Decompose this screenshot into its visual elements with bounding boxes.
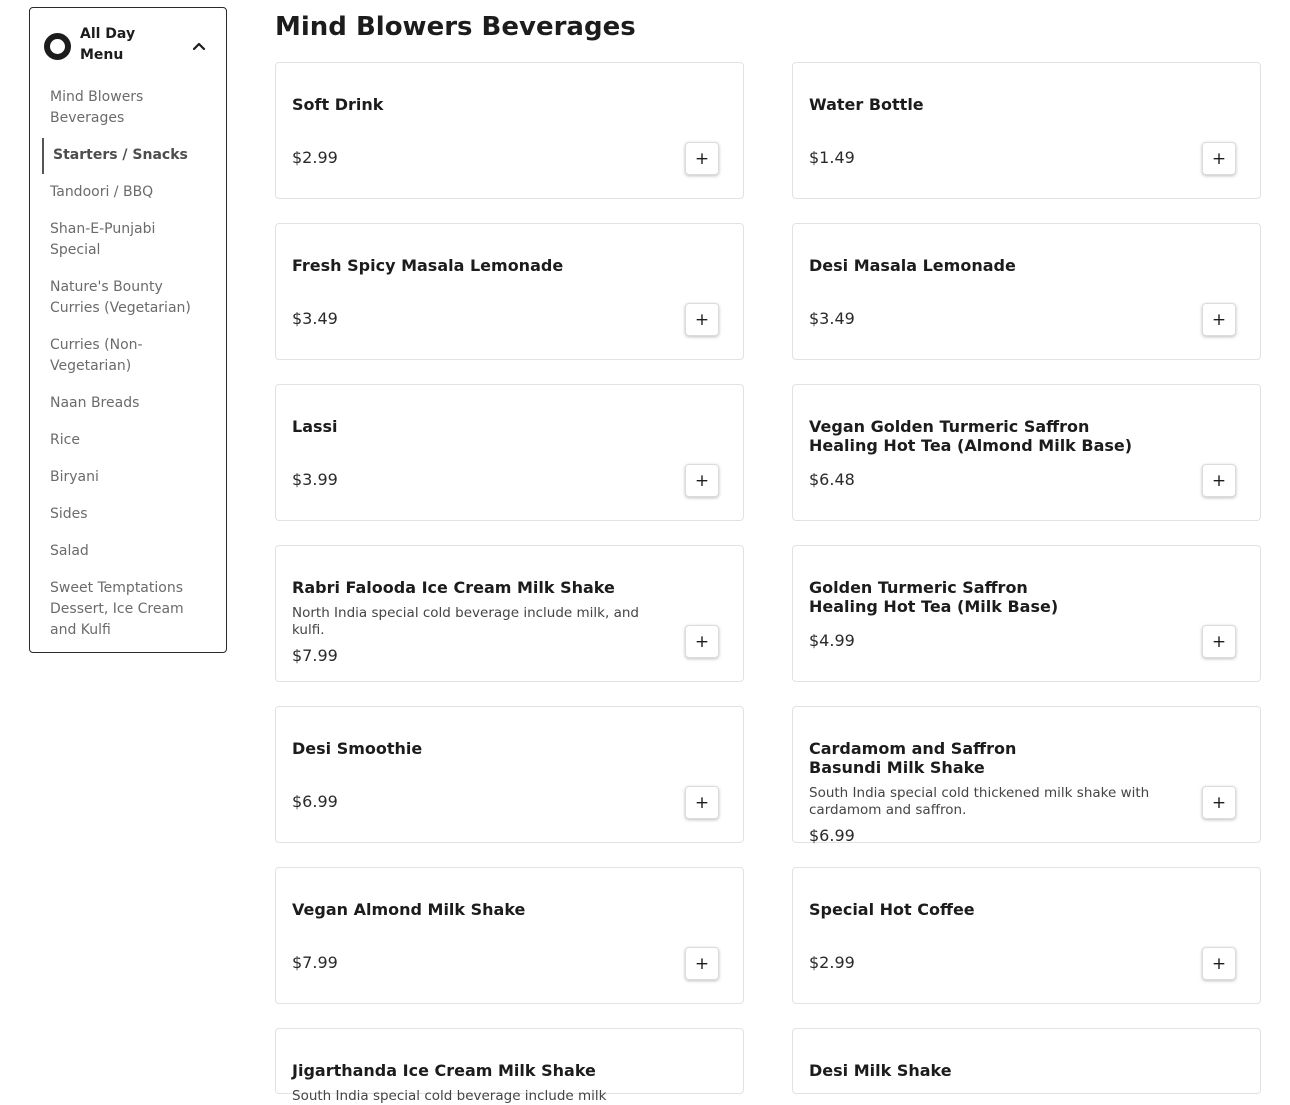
add-item-button[interactable]: + [1202, 786, 1236, 819]
item-price: $7.99 [292, 953, 338, 972]
item-name: Fresh Spicy Masala Lemonade [292, 256, 564, 275]
add-item-button[interactable]: + [685, 625, 719, 658]
category-item-nonveg-curries[interactable]: Curries (Non-Vegetarian) [50, 337, 143, 374]
item-name: Cardamom and Saffron Basundi Milk Shake [809, 739, 1017, 777]
item-name: Desi Smoothie [292, 739, 423, 758]
item-name: Rabri Falooda Ice Cream Milk Shake [292, 578, 615, 597]
menu-item-card[interactable] [792, 545, 1261, 682]
item-name: Vegan Almond Milk Shake [292, 900, 526, 919]
section-title: Mind Blowers Beverages [275, 12, 636, 42]
item-description: North India special cold beverage include milk, and kulfi. [292, 605, 639, 638]
item-price: $3.99 [292, 470, 338, 489]
item-name: Desi Milk Shake [809, 1061, 952, 1080]
item-price: $2.99 [292, 148, 338, 167]
category-item-tandoori[interactable]: Tandoori / BBQ [50, 184, 154, 200]
menu-item-card[interactable] [275, 384, 744, 521]
item-name: Soft Drink [292, 95, 384, 114]
category-item-punjabi[interactable]: Shan-E-Punjabi Special [50, 221, 156, 258]
category-item-desserts[interactable]: Sweet Temptations Dessert, Ice Cream and Kulfi [50, 580, 184, 638]
category-sidebar [29, 7, 227, 653]
menu-item-card[interactable] [275, 223, 744, 360]
item-price: $6.99 [292, 792, 338, 811]
category-item-beverages[interactable]: Mind Blowers Beverages [50, 89, 144, 126]
add-item-button[interactable]: + [685, 142, 719, 175]
item-price: $3.49 [292, 309, 338, 328]
item-price: $3.49 [809, 309, 855, 328]
item-price: $1.49 [809, 148, 855, 167]
category-item-sides[interactable]: Sides [50, 506, 88, 522]
menu-item-card[interactable] [275, 62, 744, 199]
category-item-veg-curries[interactable]: Nature's Bounty Curries (Vegetarian) [50, 279, 191, 316]
menu-item-card[interactable] [275, 1028, 744, 1104]
item-description: South India special cold beverage include milk [292, 1088, 607, 1104]
item-name: Vegan Golden Turmeric Saffron Healing Hot Tea (Almond Milk Base) [809, 417, 1133, 455]
add-item-button[interactable]: + [685, 786, 719, 819]
category-item-biryani[interactable]: Biryani [50, 469, 99, 485]
item-name: Water Bottle [809, 95, 924, 114]
menu-selector[interactable] [44, 24, 212, 68]
item-price: $6.48 [809, 470, 855, 489]
add-item-button[interactable]: + [1202, 303, 1236, 336]
menu-item-card[interactable] [792, 62, 1261, 199]
menu-item-card[interactable] [275, 545, 744, 682]
category-item-starters[interactable]: Starters / Snacks [42, 138, 202, 174]
add-item-button[interactable]: + [1202, 947, 1236, 980]
item-description: South India special cold thickened milk shake with cardamom and saffron. [809, 785, 1150, 818]
category-item-salad[interactable]: Salad [50, 543, 89, 559]
menu-item-card[interactable] [792, 706, 1261, 843]
item-price: $6.99 [809, 826, 855, 845]
add-item-button[interactable]: + [1202, 625, 1236, 658]
add-item-button[interactable]: + [1202, 464, 1236, 497]
add-item-button[interactable]: + [685, 303, 719, 336]
category-item-naan[interactable]: Naan Breads [50, 395, 140, 411]
menu-item-card[interactable] [792, 384, 1261, 521]
add-item-button[interactable]: + [1202, 142, 1236, 175]
menu-item-card[interactable] [792, 1028, 1261, 1094]
item-price: $4.99 [809, 631, 855, 650]
item-price: $7.99 [292, 646, 338, 665]
item-name: Special Hot Coffee [809, 900, 975, 919]
chevron-up-icon[interactable] [191, 38, 207, 54]
menu-item-card[interactable] [792, 223, 1261, 360]
menu-title: All Day Menu [80, 26, 136, 63]
menu-ring-icon [44, 33, 71, 60]
item-name: Golden Turmeric Saffron Healing Hot Tea (Milk Base) [809, 578, 1059, 616]
item-name: Lassi [292, 417, 338, 436]
menu-item-card[interactable] [275, 706, 744, 843]
item-name: Desi Masala Lemonade [809, 256, 1016, 275]
menu-item-card[interactable] [275, 867, 744, 1004]
add-item-button[interactable]: + [685, 947, 719, 980]
item-price: $2.99 [809, 953, 855, 972]
category-item-rice[interactable]: Rice [50, 432, 80, 448]
add-item-button[interactable]: + [685, 464, 719, 497]
item-name: Jigarthanda Ice Cream Milk Shake [292, 1061, 596, 1080]
menu-item-card[interactable] [792, 867, 1261, 1004]
